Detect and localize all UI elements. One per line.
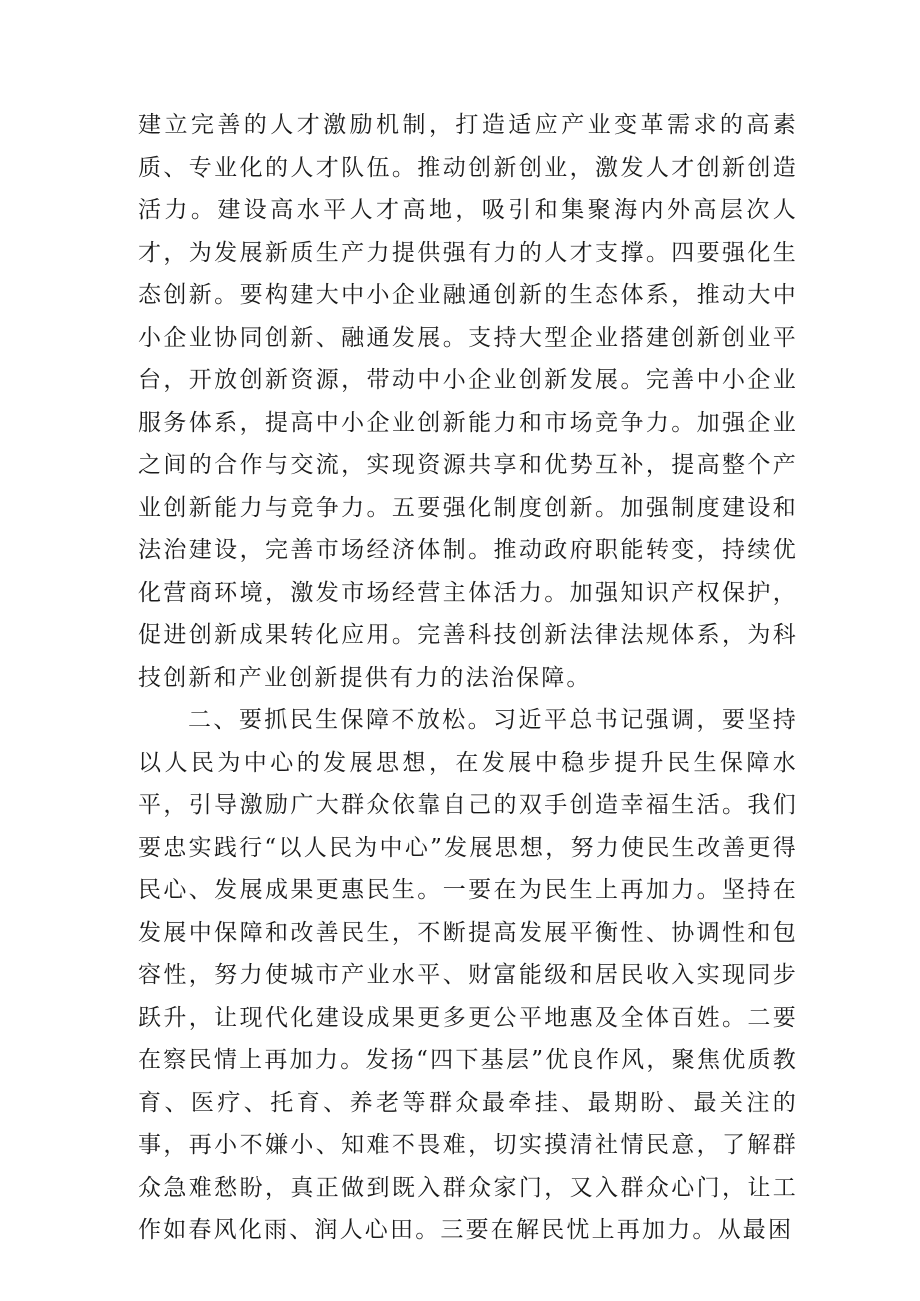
paragraph-section-two: 二、要抓民生保障不放松。习近平总书记强调，要坚持以人民为中心的发展思想，在发展中稳步提升民生保障水平，引导激励广大群众依靠自己的双手创造幸福生活。我们要忠实践行“以人民为中心”发展思想，努力使民生改善更得民心、发展成果更惠民生。一要在为民生上再加力。坚持在发展中保障和改善民生，不断提高发展平衡性、协调性和包容性，努力使城市产业水平、财富能级和居民收入实现同步跃升，让现代化建设成果更多更公平地惠及全体百姓。二要在察民情上再加力。发扬“四下基层”优良作风，聚焦优质教育、医疗、托育、养老等群众最牵挂、最期盼、最关注的事，再小不嫌小、知难不畏难，切实摸清社情民意，了解群众急难愁盼，真正做到既入群众家门，又入群众心门，让工作如春风化雨、润人心田。三要在解民忧上再加力。从最困 bbox=[138, 707, 798, 1243]
paragraph-continuation: 建立完善的人才激励机制，打造适应产业变革需求的高素质、专业化的人才队伍。推动创新创业，激发人才创新创造活力。建设高水平人才高地，吸引和集聚海内外高层次人才，为发展新质生产力提供强有力的人才支撑。四要强化生态创新。要构建大中小企业融通创新的生态体系，推动大中小企业协同创新、融通发展。支持大型企业搭建创新创业平台，开放创新资源，带动中小企业创新发展。完善中小企业服务体系，提高中小企业创新能力和市场竞争力。加强企业之间的合作与交流，实现资源共享和优势互补，提高整个产业创新能力与竞争力。五要强化制度创新。加强制度建设和法治建设，完善市场经济体制。推动政府职能转变，持续优化营商环境，激发市场经营主体活力。加强知识产权保护，促进创新成果转化应用。完善科技创新法律法规体系，为科技创新和产业创新提供有力的法治保障。 bbox=[138, 112, 798, 691]
document-body bbox=[138, 104, 798, 1252]
